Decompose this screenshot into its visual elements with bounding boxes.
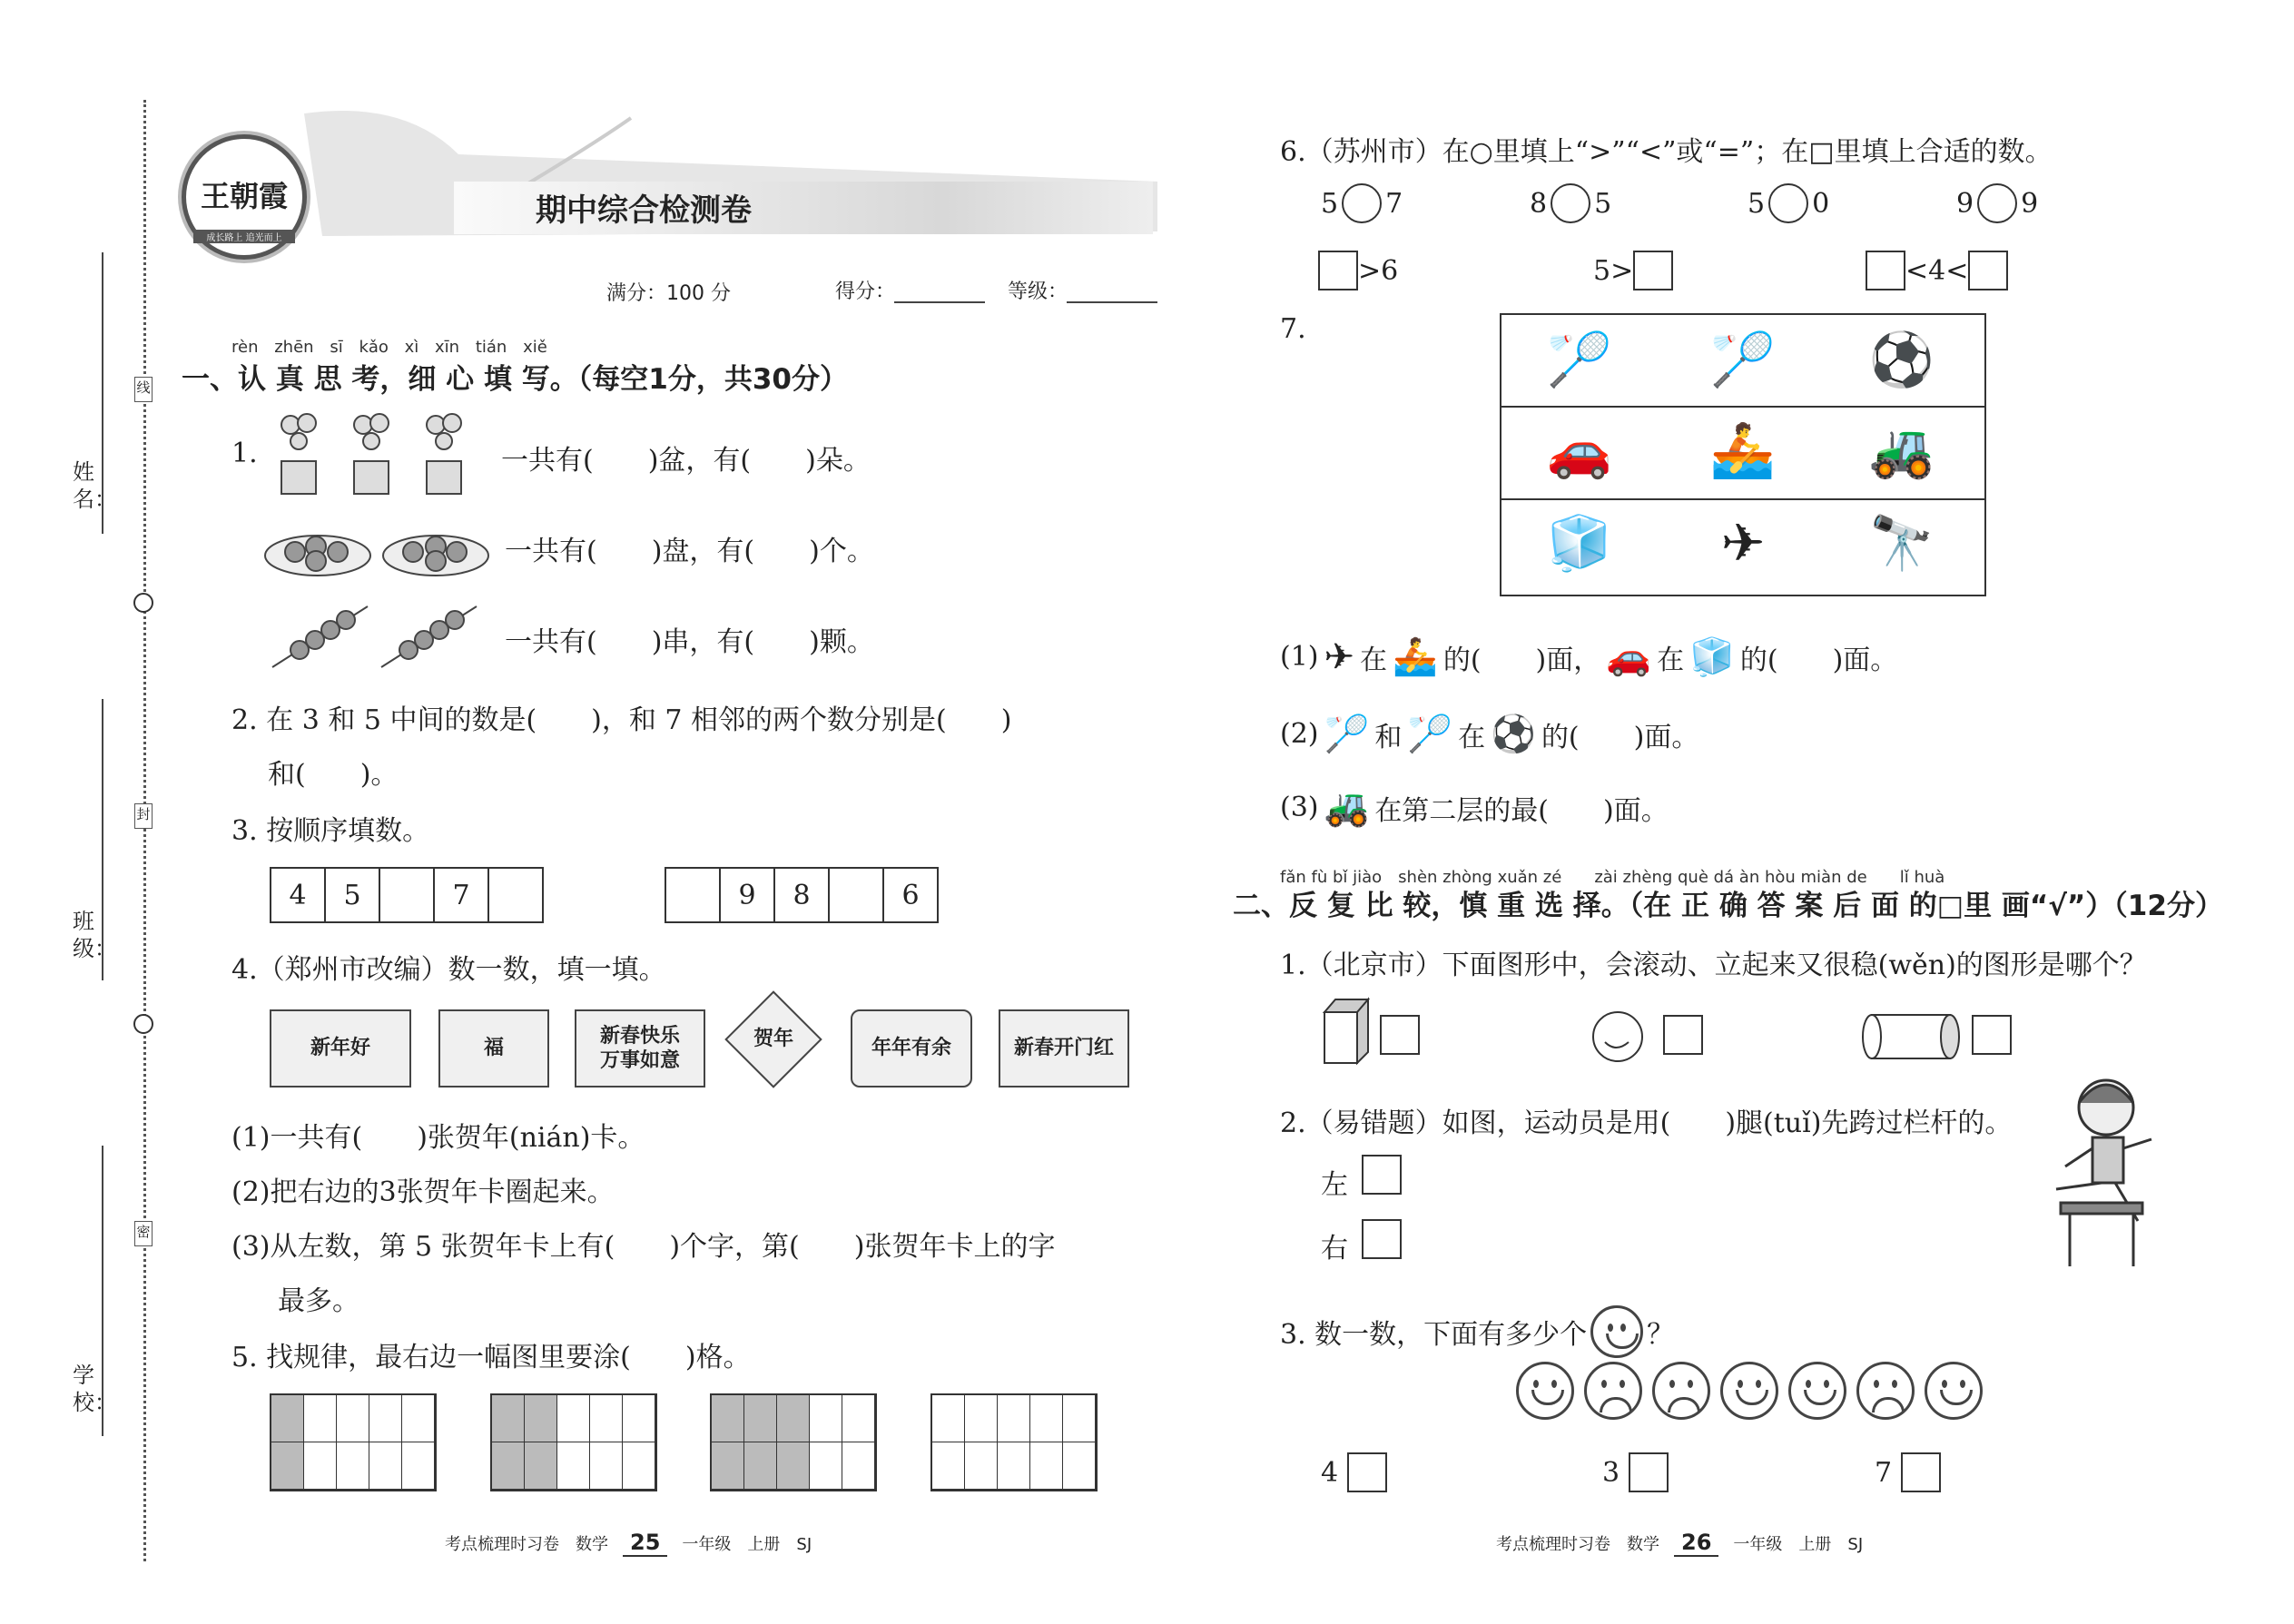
footer-book: 考点梳理时习卷 数学 bbox=[445, 1535, 608, 1554]
answer-box[interactable] bbox=[1972, 1015, 2012, 1055]
grid-cell[interactable] bbox=[271, 1395, 304, 1442]
binding-hole-2 bbox=[133, 1014, 153, 1034]
answer-box[interactable] bbox=[1633, 251, 1673, 290]
footer-book: 考点梳理时习卷 数学 bbox=[1496, 1535, 1659, 1554]
binding-hole-1 bbox=[133, 593, 153, 613]
compare-circle[interactable] bbox=[1551, 183, 1590, 223]
grid-cell[interactable] bbox=[369, 1442, 402, 1490]
tank-icon: 🚜 bbox=[1324, 787, 1370, 829]
seq2-cell: 8 bbox=[775, 869, 830, 921]
grid-cell[interactable] bbox=[998, 1442, 1030, 1490]
q6-compare bbox=[1530, 183, 1611, 223]
sec2-q3-text: 3. 数一数，下面有多少个 bbox=[1280, 1319, 1588, 1351]
grid-cell[interactable] bbox=[712, 1395, 744, 1442]
grid-cell[interactable] bbox=[369, 1395, 402, 1442]
grid-cell[interactable] bbox=[492, 1395, 525, 1442]
binding-seal-secret: 密 bbox=[134, 1221, 153, 1246]
q5-text: 5. 找规律，最右边一幅图里要涂( )格。 bbox=[231, 1342, 751, 1373]
seq1-cell: 7 bbox=[435, 869, 489, 921]
logo-badge bbox=[182, 134, 307, 260]
seq1-cell: 4 bbox=[271, 869, 326, 921]
pattern-grid[interactable] bbox=[710, 1393, 877, 1491]
sec2-title: 二、反 复 比 较，慎 重 选 择。（在 正 确 答 案 后 面 的□里 画“√”）（12分） bbox=[1233, 890, 2223, 922]
count-option bbox=[1602, 1452, 1669, 1492]
score-label: 得分： bbox=[835, 281, 896, 303]
school-label: 学校： bbox=[73, 1363, 116, 1415]
airplane-icon: ✈ bbox=[1324, 635, 1355, 678]
q7-s2d: 的( )面。 bbox=[1541, 721, 1699, 753]
grid-cell[interactable] bbox=[337, 1395, 369, 1442]
q7-number: 7. bbox=[1280, 313, 1306, 345]
q2-line1: 2. 在 3 和 5 中间的数是( )，和 7 相邻的两个数分别是( ) bbox=[231, 704, 1012, 736]
footer-right bbox=[1496, 1530, 1863, 1557]
grid-cell[interactable] bbox=[271, 1442, 304, 1490]
cuboid-shape bbox=[1321, 994, 1375, 1067]
sec1-pinyin: rèn zhēn sī kǎo xì xīn tián xiě bbox=[231, 338, 547, 357]
q7-sub1 bbox=[1280, 635, 1897, 678]
grid-cell[interactable] bbox=[965, 1442, 998, 1490]
q6-box-row-2 bbox=[1593, 251, 1673, 290]
option-label: 7 bbox=[1875, 1456, 1893, 1489]
boat-icon: 🚣 bbox=[1393, 636, 1438, 678]
smiley-face-icon bbox=[1788, 1362, 1846, 1420]
grid-cell[interactable] bbox=[744, 1442, 777, 1490]
q4-sub3-line1: (3)从左数，第 5 张贺年卡上有( )个字，第( )张贺年卡上的字 bbox=[231, 1231, 1056, 1263]
grid-cell[interactable] bbox=[1030, 1395, 1063, 1442]
card-5: 年年有余 bbox=[851, 1009, 972, 1088]
grid-cell[interactable] bbox=[932, 1442, 965, 1490]
grid-cell[interactable] bbox=[590, 1395, 623, 1442]
answer-box[interactable] bbox=[1362, 1155, 1402, 1195]
q6-right-number: 9 bbox=[2021, 187, 2039, 220]
page-number: 26 bbox=[1674, 1530, 1718, 1557]
soccer-ball-icon: ⚽ bbox=[1491, 714, 1536, 755]
smiley-face-icon bbox=[1516, 1362, 1574, 1420]
seq1-cell[interactable] bbox=[489, 869, 542, 921]
q6-left-number: 5 bbox=[1321, 187, 1339, 220]
grid-cell[interactable] bbox=[965, 1395, 998, 1442]
answer-box[interactable] bbox=[1629, 1452, 1669, 1492]
grid-cell[interactable] bbox=[744, 1395, 777, 1442]
q4-sub3-line2: 最多。 bbox=[278, 1285, 359, 1317]
compare-circle[interactable] bbox=[1977, 183, 2017, 223]
grid-cell[interactable] bbox=[492, 1442, 525, 1490]
grid-cell[interactable] bbox=[1063, 1442, 1096, 1490]
grid-cell[interactable] bbox=[525, 1395, 557, 1442]
grid-cell[interactable] bbox=[932, 1395, 965, 1442]
grid-cell[interactable] bbox=[525, 1442, 557, 1490]
name-label: 姓名： bbox=[73, 459, 116, 512]
compare-circle[interactable] bbox=[1342, 183, 1382, 223]
binding-seal-line: 线 bbox=[134, 377, 153, 402]
candied-fruit-skewers-illustration bbox=[268, 599, 486, 672]
q6-compare bbox=[1956, 183, 2038, 223]
seq2-cell[interactable] bbox=[830, 869, 884, 921]
left-option: 左 bbox=[1321, 1169, 1348, 1201]
smiley-face-icon bbox=[1720, 1362, 1778, 1420]
hurdler-illustration bbox=[2029, 1067, 2174, 1275]
smiley-icon bbox=[1590, 1305, 1643, 1358]
card-1: 新年好 bbox=[270, 1009, 411, 1088]
airplane-icon: ✈ bbox=[1720, 512, 1766, 574]
footer-grade: 一年级 上册 SJ bbox=[1733, 1535, 1864, 1554]
shuttlecock-icon: 🏸 bbox=[1407, 714, 1453, 755]
cube-icon: 🧊 bbox=[1689, 636, 1735, 678]
compare-circle[interactable] bbox=[1768, 183, 1808, 223]
grid-cell[interactable] bbox=[557, 1395, 590, 1442]
q6-right-number: 0 bbox=[1812, 187, 1830, 220]
footer-grade: 一年级 上册 SJ bbox=[682, 1535, 812, 1554]
count-option bbox=[1875, 1452, 1941, 1492]
q1-line1: 一共有( )盆，有( )朵。 bbox=[501, 445, 871, 477]
sec2-pinyin: fǎn fù bǐ jiào shèn zhòng xuǎn zé zài zhèng què dá àn hòu miàn de lǐ huà bbox=[1280, 868, 1945, 887]
answer-box[interactable] bbox=[1318, 251, 1358, 290]
car-icon: 🚗 bbox=[1606, 636, 1652, 678]
q7-s1c: 的( )面， bbox=[1442, 644, 1601, 676]
grid-cell[interactable] bbox=[402, 1395, 435, 1442]
grid-cell[interactable] bbox=[777, 1442, 810, 1490]
q6-compare bbox=[1748, 183, 1829, 223]
seq1-cell: 5 bbox=[326, 869, 380, 921]
binoculars-icon: 🔭 bbox=[1868, 511, 1935, 574]
grid-cell[interactable] bbox=[842, 1442, 875, 1490]
q7-s2c: 在 bbox=[1458, 721, 1486, 753]
answer-box[interactable] bbox=[1380, 1015, 1420, 1055]
footer-left bbox=[445, 1530, 812, 1557]
score-field[interactable] bbox=[894, 301, 985, 303]
answer-box[interactable] bbox=[1866, 251, 1905, 290]
class-label: 班级： bbox=[73, 909, 116, 961]
q7-s1d: 在 bbox=[1657, 644, 1685, 676]
answer-box[interactable] bbox=[1347, 1452, 1387, 1492]
grid-cell[interactable] bbox=[810, 1395, 842, 1442]
grid-cell[interactable] bbox=[623, 1442, 655, 1490]
grid-cell[interactable] bbox=[337, 1442, 369, 1490]
grid-cell[interactable] bbox=[402, 1442, 435, 1490]
q6-text: 6.（苏州市）在○里填上“>”“<”或“=”；在□里填上合适的数。 bbox=[1280, 136, 2053, 168]
grid-cell[interactable] bbox=[1063, 1395, 1096, 1442]
page-number: 25 bbox=[623, 1530, 667, 1557]
q6-left-number: 8 bbox=[1530, 187, 1548, 220]
grade-label: 等级： bbox=[1008, 281, 1068, 303]
sad-face-icon bbox=[1856, 1362, 1915, 1420]
page-title: 期中综合检测卷 bbox=[536, 192, 752, 229]
cube-icon: 🧊 bbox=[1546, 511, 1613, 574]
seq2-cell: 6 bbox=[901, 879, 920, 911]
q7-s1a: (1) bbox=[1280, 641, 1319, 673]
count-option bbox=[1321, 1452, 1387, 1492]
option-label: 3 bbox=[1602, 1456, 1620, 1489]
sphere-shape bbox=[1590, 1009, 1645, 1064]
grid-cell[interactable] bbox=[304, 1395, 337, 1442]
q3-text: 3. 按顺序填数。 bbox=[231, 815, 430, 847]
grid-cell[interactable] bbox=[842, 1395, 875, 1442]
binding-seal-seal: 封 bbox=[134, 803, 153, 829]
fruit-plates-illustration bbox=[263, 517, 499, 581]
car-icon: 🚗 bbox=[1546, 418, 1613, 481]
q6-b2: 5> bbox=[1593, 254, 1634, 287]
q4-text: 4.（郑州市改编）数一数，填一填。 bbox=[231, 954, 666, 986]
q6-box-row bbox=[1318, 251, 1398, 290]
grid-cell[interactable] bbox=[1030, 1442, 1063, 1490]
q6-right-number: 5 bbox=[1594, 187, 1612, 220]
smiley-face-icon bbox=[1925, 1362, 1983, 1420]
q7-s2a: (2) bbox=[1280, 718, 1319, 750]
q7-s3b: 在第二层的最( )面。 bbox=[1374, 794, 1669, 827]
q6-b3: <4< bbox=[1905, 254, 1969, 287]
q7-s2b: 和 bbox=[1374, 721, 1403, 753]
sad-face-icon bbox=[1584, 1362, 1642, 1420]
grid-cell[interactable] bbox=[777, 1395, 810, 1442]
seq1-cell[interactable] bbox=[380, 869, 435, 921]
sad-face-icon bbox=[1652, 1362, 1710, 1420]
grade-field[interactable] bbox=[1067, 301, 1157, 303]
q7-sub3 bbox=[1280, 786, 1669, 829]
sequence-boxes-2[interactable] bbox=[665, 867, 939, 923]
sequence-boxes-1[interactable] bbox=[270, 867, 544, 923]
tank-icon: 🚜 bbox=[1868, 418, 1935, 481]
pattern-grid[interactable] bbox=[930, 1393, 1098, 1491]
option-label: 4 bbox=[1321, 1456, 1339, 1489]
q4-sub2: (2)把右边的3张贺年卡圈起来。 bbox=[231, 1176, 615, 1208]
q1-line3: 一共有( )串，有( )颗。 bbox=[505, 626, 874, 658]
racket-icon: 🏸 bbox=[1324, 714, 1370, 755]
q2-line2: 和( )。 bbox=[268, 759, 399, 791]
q7-s1b: 在 bbox=[1360, 644, 1388, 676]
sec2-q1: 1.（北京市）下面图形中，会滚动、立起来又很稳(wěn)的图形是哪个？ bbox=[1280, 950, 2147, 981]
q7-s1e: 的( )面。 bbox=[1739, 644, 1898, 676]
q6-compare bbox=[1321, 183, 1403, 223]
racket-icon: 🏸 bbox=[1546, 328, 1613, 390]
sec2-q3 bbox=[1280, 1305, 1674, 1358]
q7-s3a: (3) bbox=[1280, 792, 1319, 823]
right-option: 右 bbox=[1321, 1233, 1348, 1265]
answer-box[interactable] bbox=[1968, 251, 2008, 290]
card-4-text: 贺年 bbox=[753, 1028, 794, 1051]
seq2-cell[interactable] bbox=[666, 869, 721, 921]
card-2: 福 bbox=[438, 1009, 549, 1088]
logo-motto: 成长路上 追光而上 bbox=[193, 230, 295, 243]
grid-cell[interactable] bbox=[304, 1442, 337, 1490]
full-score: 满分：100 分 bbox=[606, 282, 731, 305]
soccer-ball-icon: ⚽ bbox=[1868, 328, 1935, 390]
logo-brand: 王朝霞 bbox=[200, 179, 288, 213]
binding-line bbox=[143, 100, 146, 1561]
q6-b1: >6 bbox=[1358, 254, 1399, 287]
sec1-title: 一、认 真 思 考，细 心 填 写。（每空1分，共30分） bbox=[182, 363, 848, 396]
answer-box[interactable] bbox=[1901, 1452, 1941, 1492]
grid-cell[interactable] bbox=[998, 1395, 1030, 1442]
q6-box-row-3 bbox=[1866, 251, 2008, 290]
q6-left-number: 5 bbox=[1748, 187, 1766, 220]
shuttlecock-icon: 🏸 bbox=[1709, 328, 1777, 390]
pattern-grid[interactable] bbox=[490, 1393, 657, 1491]
sec2-q2: 2.（易错题）如图，运动员是用( )腿(tuǐ)先跨过栏杆的。 bbox=[1280, 1107, 2013, 1139]
card-6: 新春开门红 bbox=[999, 1009, 1129, 1088]
grid-cell[interactable] bbox=[712, 1442, 744, 1490]
q4-sub1: (1)一共有( )张贺年(nián)卡。 bbox=[231, 1122, 645, 1154]
card-4 bbox=[724, 990, 822, 1088]
card-3: 新春快乐 万事如意 bbox=[575, 1009, 705, 1088]
answer-box[interactable] bbox=[1362, 1219, 1402, 1259]
sec2-q3-end: ？ bbox=[1647, 1319, 1675, 1351]
q1-line2: 一共有( )盘，有( )个。 bbox=[505, 536, 874, 567]
q7-sub2 bbox=[1280, 713, 1698, 755]
q6-right-number: 7 bbox=[1385, 187, 1403, 220]
grid-cell[interactable] bbox=[810, 1442, 842, 1490]
q6-left-number: 9 bbox=[1956, 187, 1974, 220]
grid-cell[interactable] bbox=[557, 1442, 590, 1490]
grid-cell[interactable] bbox=[623, 1395, 655, 1442]
cylinder-shape bbox=[1861, 1009, 1961, 1064]
grid-cell[interactable] bbox=[590, 1442, 623, 1490]
boat-icon: 🚣 bbox=[1709, 418, 1777, 481]
seq2-cell: 9 bbox=[721, 869, 775, 921]
q1-number: 1. bbox=[231, 438, 258, 469]
potted-flowers-illustration bbox=[263, 407, 481, 497]
pattern-grid[interactable] bbox=[270, 1393, 437, 1491]
answer-box[interactable] bbox=[1663, 1015, 1703, 1055]
